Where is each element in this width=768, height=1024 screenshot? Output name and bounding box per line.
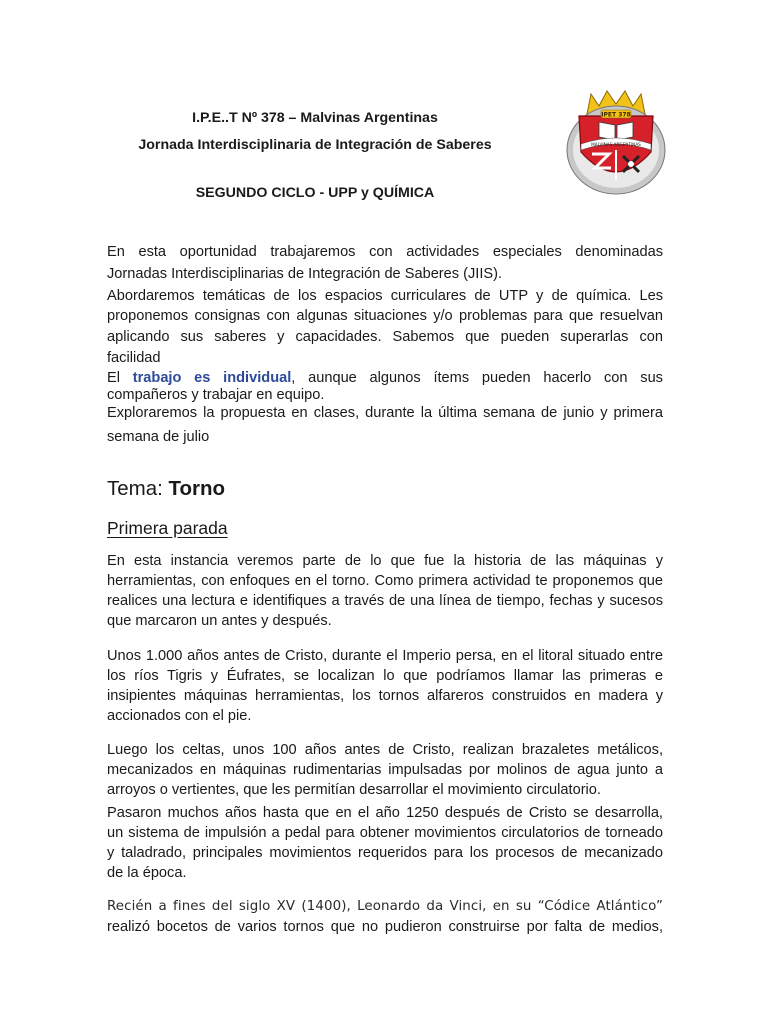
paragraph-4-line-2: un sistema de impulsión a pedal para obtener movimientos circulatorios de torneado xyxy=(107,825,663,841)
institution-title: I.P.E..T Nº 378 – Malvinas Argentinas xyxy=(192,110,438,126)
paragraph-3-line-3: arroyos o vertientes, que les permitían desarrollar el movimiento circulatorio. xyxy=(107,782,601,798)
intro-line-5: aplicando sus saberes y capacidades. Sabemos que pueden superarlas con xyxy=(107,329,663,345)
intro-line-2: Jornadas Interdisciplinarias de Integración de Saberes (JIIS). xyxy=(107,266,503,282)
logo-top-text: IPET 378 xyxy=(601,111,631,119)
paragraph-4-line-4: de la época. xyxy=(107,865,187,881)
paragraph-4-line-3: y taladrado, principales movimientos requeridos para los procesos de mecanizado xyxy=(107,845,663,861)
paragraph-2-line-3: insipientes máquinas herramientas, los tornos alfareros construidos en madera y xyxy=(107,688,663,704)
paragraph-5-line-2: realizó bocetos de varios tornos que no pudieron construirse por falta de medios, xyxy=(107,919,663,935)
paragraph-5-line-1: Recién a fines del siglo XV (1400), Leonardo da Vinci, en su “Códice Atlántico” xyxy=(107,899,663,914)
individual-line-2: compañeros y trabajar en equipo. xyxy=(107,387,325,403)
tema-heading: Tema: Torno xyxy=(107,477,226,500)
paragraph-2-line-2: los ríos Tigris y Éufrates, se localizan lo que podríamos llamar las primeras e xyxy=(107,668,663,684)
school-crest-logo xyxy=(565,88,667,196)
paragraph-3-line-1: Luego los celtas, unos 100 años antes de Cristo, realizan brazaletes metálicos, xyxy=(107,742,663,758)
tema-value: Torno xyxy=(168,477,226,500)
explore-line-2: semana de julio xyxy=(107,429,210,445)
paragraph-1-line-3: realices una lectura e identifiques a través de una línea de tiempo, fechas y sucesos xyxy=(107,593,663,609)
intro-line-1: En esta oportunidad trabajaremos con actividades especiales denominadas xyxy=(107,244,663,260)
paragraph-1-line-2: herramientas, con enfoques en el torno. Como primera actividad te proponemos que xyxy=(107,573,663,589)
paragraph-3-line-2: mecanizados en máquinas rudimentarias impulsadas por molinos de agua junto a xyxy=(107,762,663,778)
section-title: Primera parada xyxy=(107,518,228,538)
individual-highlight: trabajo es individual xyxy=(132,370,292,386)
logo-ribbon-text: MALVINAS ARGENTINAS xyxy=(591,142,641,147)
individual-line: El trabajo es individual, aunque algunos ítems pueden hacerlo con sus xyxy=(107,370,663,386)
intro-line-6: facilidad xyxy=(107,350,161,366)
intro-line-3: Abordaremos temáticas de los espacios curriculares de UTP y de química. Les xyxy=(107,288,663,304)
paragraph-4-line-1: Pasaron muchos años hasta que en el año 1250 después de Cristo se desarrolla, xyxy=(107,805,663,821)
paragraph-2-line-1: Unos 1.000 años antes de Cristo, durante el Imperio persa, en el litoral situado entre xyxy=(107,648,663,664)
intro-line-4: proponemos consignas con algunas situaciones y/o problemas para que resuelvan xyxy=(107,308,663,324)
paragraph-2-line-4: accionados con el pie. xyxy=(107,708,252,724)
event-title: Jornada Interdisciplinaria de Integración de Saberes xyxy=(138,137,492,153)
cycle-title: SEGUNDO CICLO - UPP y QUÍMICA xyxy=(195,185,435,201)
explore-line-1: Exploraremos la propuesta en clases, durante la última semana de junio y primera xyxy=(107,405,663,421)
paragraph-1-line-4: que marcaron un antes y después. xyxy=(107,613,332,629)
paragraph-1-line-1: En esta instancia veremos parte de lo que fue la historia de las máquinas y xyxy=(107,553,663,569)
